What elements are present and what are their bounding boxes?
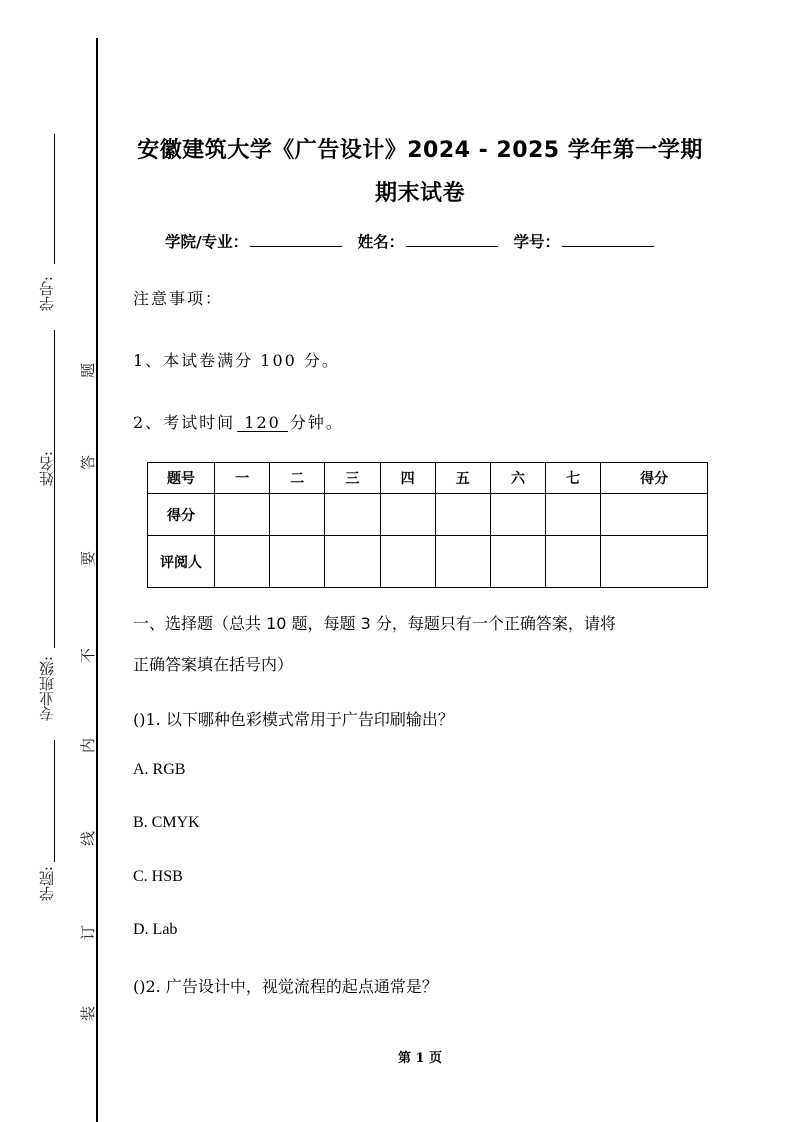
seal-char: 题 — [79, 362, 98, 379]
college-major-field[interactable] — [250, 232, 342, 247]
score-cell[interactable] — [270, 494, 325, 536]
score-cell[interactable] — [215, 494, 270, 536]
page-number: 第 1 页 — [397, 1051, 443, 1066]
score-cell[interactable] — [325, 494, 380, 536]
grader-cell[interactable] — [601, 536, 708, 588]
table-header-cell: 四 — [380, 463, 435, 494]
college-line — [54, 740, 55, 862]
grader-cell[interactable] — [270, 536, 325, 588]
section-heading-line2: 正确答案填在括号内） — [133, 655, 294, 674]
grader-cell[interactable] — [325, 536, 380, 588]
question-text: 以下哪种色彩模式常用于广告印刷输出？ — [165, 710, 454, 729]
score-table — [147, 462, 708, 588]
table-header-cell: 二 — [270, 463, 325, 494]
student-id-label: 学号： — [513, 233, 561, 251]
name-field[interactable] — [406, 232, 498, 247]
student-id-label: 学号: — [38, 276, 56, 312]
seal-char: 要 — [79, 550, 98, 567]
notes-heading: 注意事项： — [133, 289, 224, 308]
question-text: 广告设计中，视觉流程的起点通常是？ — [165, 977, 438, 996]
student-info-line — [165, 230, 664, 252]
note-item-2-prefix: 2、考试时间 — [133, 413, 236, 432]
major-class-line — [54, 498, 55, 648]
option-a: A. RGB — [133, 761, 186, 778]
name-label: 姓名: — [38, 451, 56, 487]
seal-char: 订 — [79, 924, 98, 941]
table-header-cell: 七 — [546, 463, 601, 494]
name-label: 姓名： — [357, 233, 405, 251]
college-label: 学院: — [38, 866, 56, 902]
table-header-cell: 六 — [490, 463, 545, 494]
question-1 — [133, 707, 454, 730]
score-table-header-row — [148, 463, 708, 494]
question-number: ()1. — [133, 710, 161, 729]
major-class-label: 专业班级: — [38, 656, 56, 722]
note-item-2-suffix: 分钟。 — [289, 413, 344, 432]
score-cell[interactable] — [380, 494, 435, 536]
table-header-cell: 题号 — [148, 463, 215, 494]
grader-cell[interactable] — [215, 536, 270, 588]
exam-title: 安徽建筑大学《广告设计》2024 - 2025 学年第一学期 — [137, 138, 703, 163]
row-label: 评阅人 — [148, 536, 215, 588]
seal-char: 答 — [79, 454, 98, 471]
grader-cell[interactable] — [435, 536, 490, 588]
table-header-cell: 三 — [325, 463, 380, 494]
grader-cell[interactable] — [490, 536, 545, 588]
score-cell[interactable] — [601, 494, 708, 536]
grader-cell[interactable] — [546, 536, 601, 588]
option-c: C. HSB — [133, 868, 183, 885]
section-heading-line1: 一、选择题（总共 10 题，每题 3 分，每题只有一个正确答案，请将 — [133, 614, 616, 633]
seal-char: 装 — [79, 1005, 98, 1022]
score-cell[interactable] — [435, 494, 490, 536]
note-item-2 — [133, 410, 344, 433]
exam-subtitle: 期末试卷 — [374, 181, 465, 206]
option-d: D. Lab — [133, 921, 178, 938]
table-header-cell: 得分 — [601, 463, 708, 494]
grader-cell[interactable] — [380, 536, 435, 588]
seal-char: 线 — [79, 830, 98, 847]
table-header-cell: 五 — [435, 463, 490, 494]
note-item-1: 1、本试卷满分 100 分。 — [133, 351, 340, 370]
score-cell[interactable] — [490, 494, 545, 536]
table-header-cell: 一 — [215, 463, 270, 494]
table-row — [148, 494, 708, 536]
seal-char: 不 — [79, 647, 98, 664]
score-cell[interactable] — [546, 494, 601, 536]
seal-char: 内 — [79, 737, 98, 754]
option-b: B. CMYK — [133, 814, 200, 831]
row-label: 得分 — [148, 494, 215, 536]
exam-duration-value: 120 — [237, 413, 288, 432]
table-row — [148, 536, 708, 588]
student-id-field[interactable] — [562, 232, 654, 247]
question-number: ()2. — [133, 977, 161, 996]
college-major-label: 学院/专业： — [165, 233, 249, 251]
question-2 — [133, 974, 438, 997]
